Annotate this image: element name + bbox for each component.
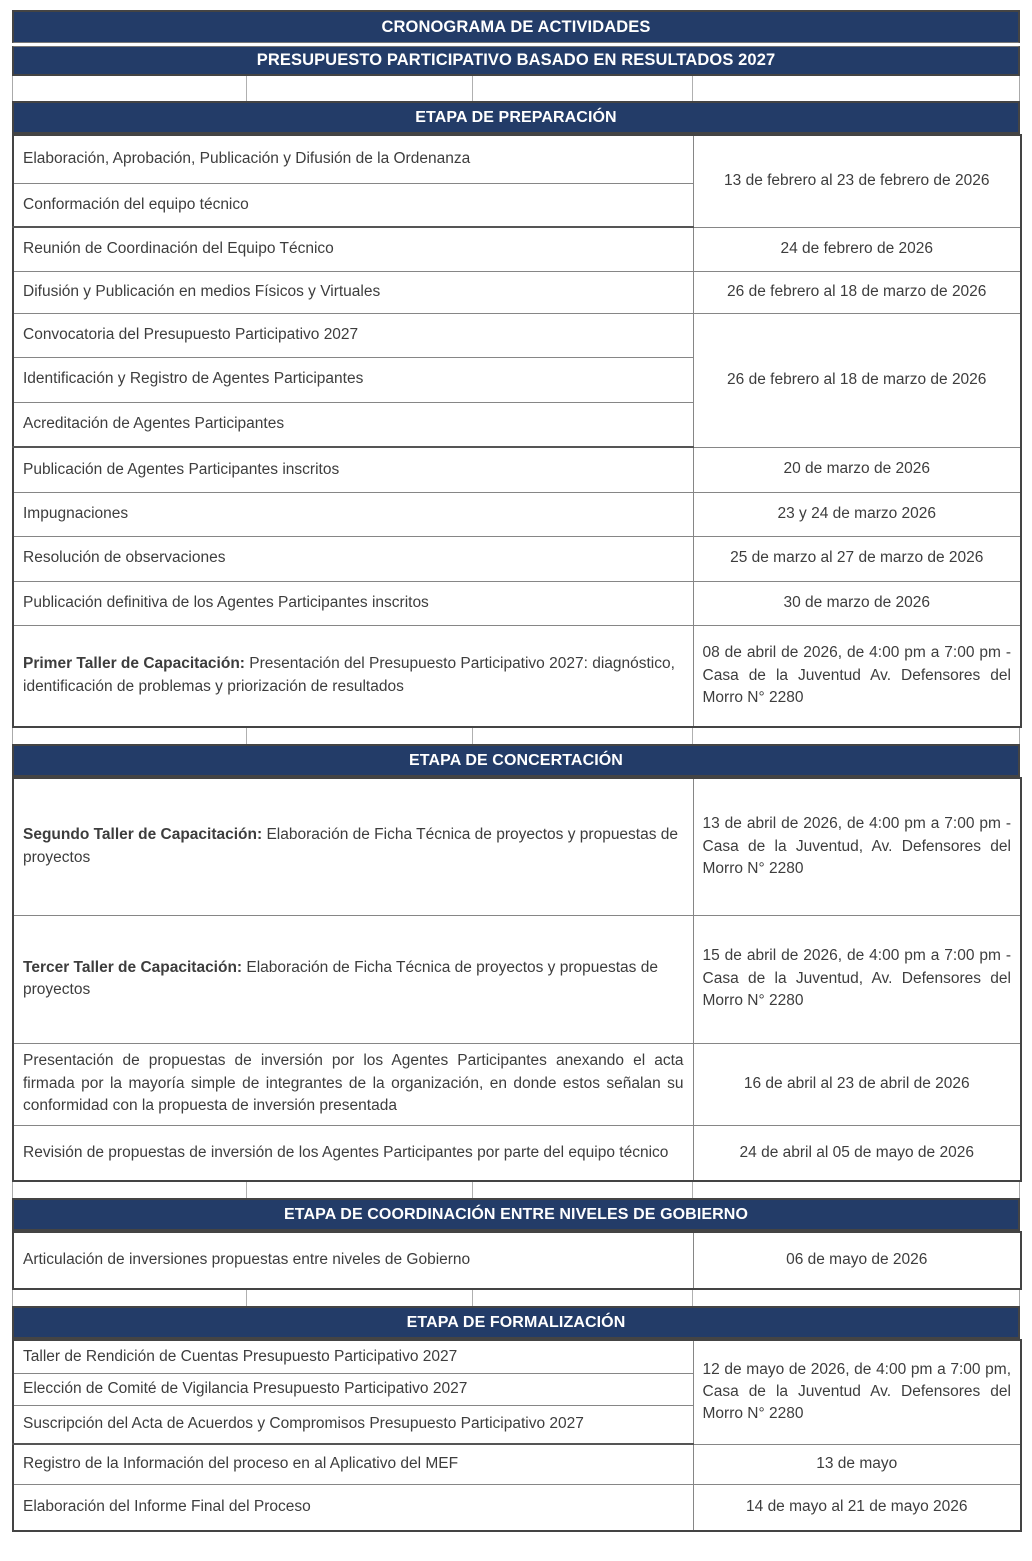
date-cell: 13 de abril de 2026, de 4:00 pm a 7:00 pm - Casa de la Juventud, Av. Defensores del Morro N° 2280 — [693, 778, 1021, 915]
date-cell: 30 de marzo de 2026 — [693, 581, 1021, 625]
table-coordinacion — [12, 1231, 1022, 1290]
activity-cell: Convocatoria del Presupuesto Participativo 2027 — [13, 313, 693, 357]
table-row — [13, 625, 1021, 727]
activity-cell: Elaboración del Informe Final del Proceso — [13, 1484, 693, 1531]
date-cell: 23 y 24 de marzo 2026 — [693, 492, 1021, 536]
table-row — [13, 1340, 1021, 1373]
activity-cell: Articulación de inversiones propuestas entre niveles de Gobierno — [13, 1232, 693, 1289]
spacer-row — [12, 1182, 1020, 1198]
spacer-row — [12, 76, 1020, 101]
activity-cell — [13, 778, 693, 915]
date-cell: 13 de mayo — [693, 1444, 1021, 1484]
table-row — [13, 581, 1021, 625]
table-row — [13, 313, 1021, 357]
table-row — [13, 536, 1021, 581]
date-cell: 15 de abril de 2026, de 4:00 pm a 7:00 pm - Casa de la Juventud, Av. Defensores del Morro N° 2280 — [693, 915, 1021, 1043]
table-row — [13, 778, 1021, 915]
table-row — [13, 447, 1021, 492]
date-cell: 20 de marzo de 2026 — [693, 447, 1021, 492]
document-subtitle: PRESUPUESTO PARTICIPATIVO BASADO EN RESULTADOS 2027 — [12, 46, 1020, 76]
date-cell: 14 de mayo al 21 de mayo 2026 — [693, 1484, 1021, 1531]
activity-cell: Elección de Comité de Vigilancia Presupuesto Participativo 2027 — [13, 1373, 693, 1405]
activity-cell: Revisión de propuestas de inversión de los Agentes Participantes por parte del equipo técnico — [13, 1125, 693, 1181]
table-row — [13, 915, 1021, 1043]
table-concertacion — [12, 777, 1022, 1182]
activity-cell: Taller de Rendición de Cuentas Presupuesto Participativo 2027 — [13, 1340, 693, 1373]
activity-cell: Publicación de Agentes Participantes inscritos — [13, 447, 693, 492]
table-formalizacion — [12, 1339, 1022, 1532]
activity-bold-label: Tercer Taller de Capacitación: — [23, 958, 243, 976]
table-row — [13, 1043, 1021, 1125]
section-header-coordinacion: ETAPA DE COORDINACIÓN ENTRE NIVELES DE GOBIERNO — [12, 1198, 1020, 1231]
table-row — [13, 1125, 1021, 1181]
activity-cell: Reunión de Coordinación del Equipo Técnico — [13, 227, 693, 271]
date-cell: 13 de febrero al 23 de febrero de 2026 — [693, 135, 1021, 227]
date-cell: 06 de mayo de 2026 — [693, 1232, 1021, 1289]
activity-cell: Suscripción del Acta de Acuerdos y Compromisos Presupuesto Participativo 2027 — [13, 1405, 693, 1444]
table-row — [13, 135, 1021, 183]
activity-cell: Elaboración, Aprobación, Publicación y Difusión de la Ordenanza — [13, 135, 693, 183]
table-row — [13, 1484, 1021, 1531]
activity-bold-label: Segundo Taller de Capacitación: — [23, 826, 263, 844]
date-cell: 26 de febrero al 18 de marzo de 2026 — [693, 313, 1021, 447]
section-header-preparacion: ETAPA DE PREPARACIÓN — [12, 101, 1020, 134]
date-cell: 08 de abril de 2026, de 4:00 pm a 7:00 pm - Casa de la Juventud Av. Defensores del Morro N° 2280 — [693, 625, 1021, 727]
activity-cell: Difusión y Publicación en medios Físicos y Virtuales — [13, 271, 693, 313]
date-cell: 24 de abril al 05 de mayo de 2026 — [693, 1125, 1021, 1181]
table-row — [13, 492, 1021, 536]
section-header-concertacion: ETAPA DE CONCERTACIÓN — [12, 744, 1020, 777]
activity-cell: Resolución de observaciones — [13, 536, 693, 581]
spacer-row — [12, 728, 1020, 744]
spacer-row — [12, 1290, 1020, 1306]
document-title: CRONOGRAMA DE ACTIVIDADES — [12, 10, 1020, 43]
activity-cell — [13, 915, 693, 1043]
activity-text: Elaboración de Ficha Técnica de proyectos y propuestas de proyectos — [23, 826, 679, 866]
activity-text: Elaboración de Ficha Técnica de proyectos y propuestas de proyectos — [23, 958, 658, 998]
table-row — [13, 1232, 1021, 1289]
date-cell: 12 de mayo de 2026, de 4:00 pm a 7:00 pm, Casa de la Juventud Av. Defensores del Morro N° 2280 — [693, 1340, 1021, 1444]
activity-cell: Publicación definitiva de los Agentes Participantes inscritos — [13, 581, 693, 625]
activity-cell — [13, 625, 693, 727]
section-header-formalizacion: ETAPA DE FORMALIZACIÓN — [12, 1306, 1020, 1339]
activity-text: Presentación del Presupuesto Participativo 2027: diagnóstico, identificación de problemas y priorización de resultados — [23, 655, 675, 695]
activity-bold-label: Primer Taller de Capacitación: — [23, 655, 245, 673]
date-cell: 25 de marzo al 27 de marzo de 2026 — [693, 536, 1021, 581]
activity-cell: Conformación del equipo técnico — [13, 183, 693, 227]
activity-cell: Identificación y Registro de Agentes Participantes — [13, 357, 693, 402]
table-row — [13, 1444, 1021, 1484]
activity-cell: Registro de la Información del proceso en al Aplicativo del MEF — [13, 1444, 693, 1484]
activity-cell: Acreditación de Agentes Participantes — [13, 402, 693, 447]
table-row — [13, 271, 1021, 313]
table-row — [13, 227, 1021, 271]
table-preparacion — [12, 134, 1022, 728]
date-cell: 16 de abril al 23 de abril de 2026 — [693, 1043, 1021, 1125]
date-cell: 26 de febrero al 18 de marzo de 2026 — [693, 271, 1021, 313]
date-cell: 24 de febrero de 2026 — [693, 227, 1021, 271]
activity-cell: Presentación de propuestas de inversión por los Agentes Participantes anexando el acta firmada por la mayoría simple de integrantes de la organización, en donde estos señalan su conformidad con la propuesta de inversión presentada — [13, 1043, 693, 1125]
activity-cell: Impugnaciones — [13, 492, 693, 536]
